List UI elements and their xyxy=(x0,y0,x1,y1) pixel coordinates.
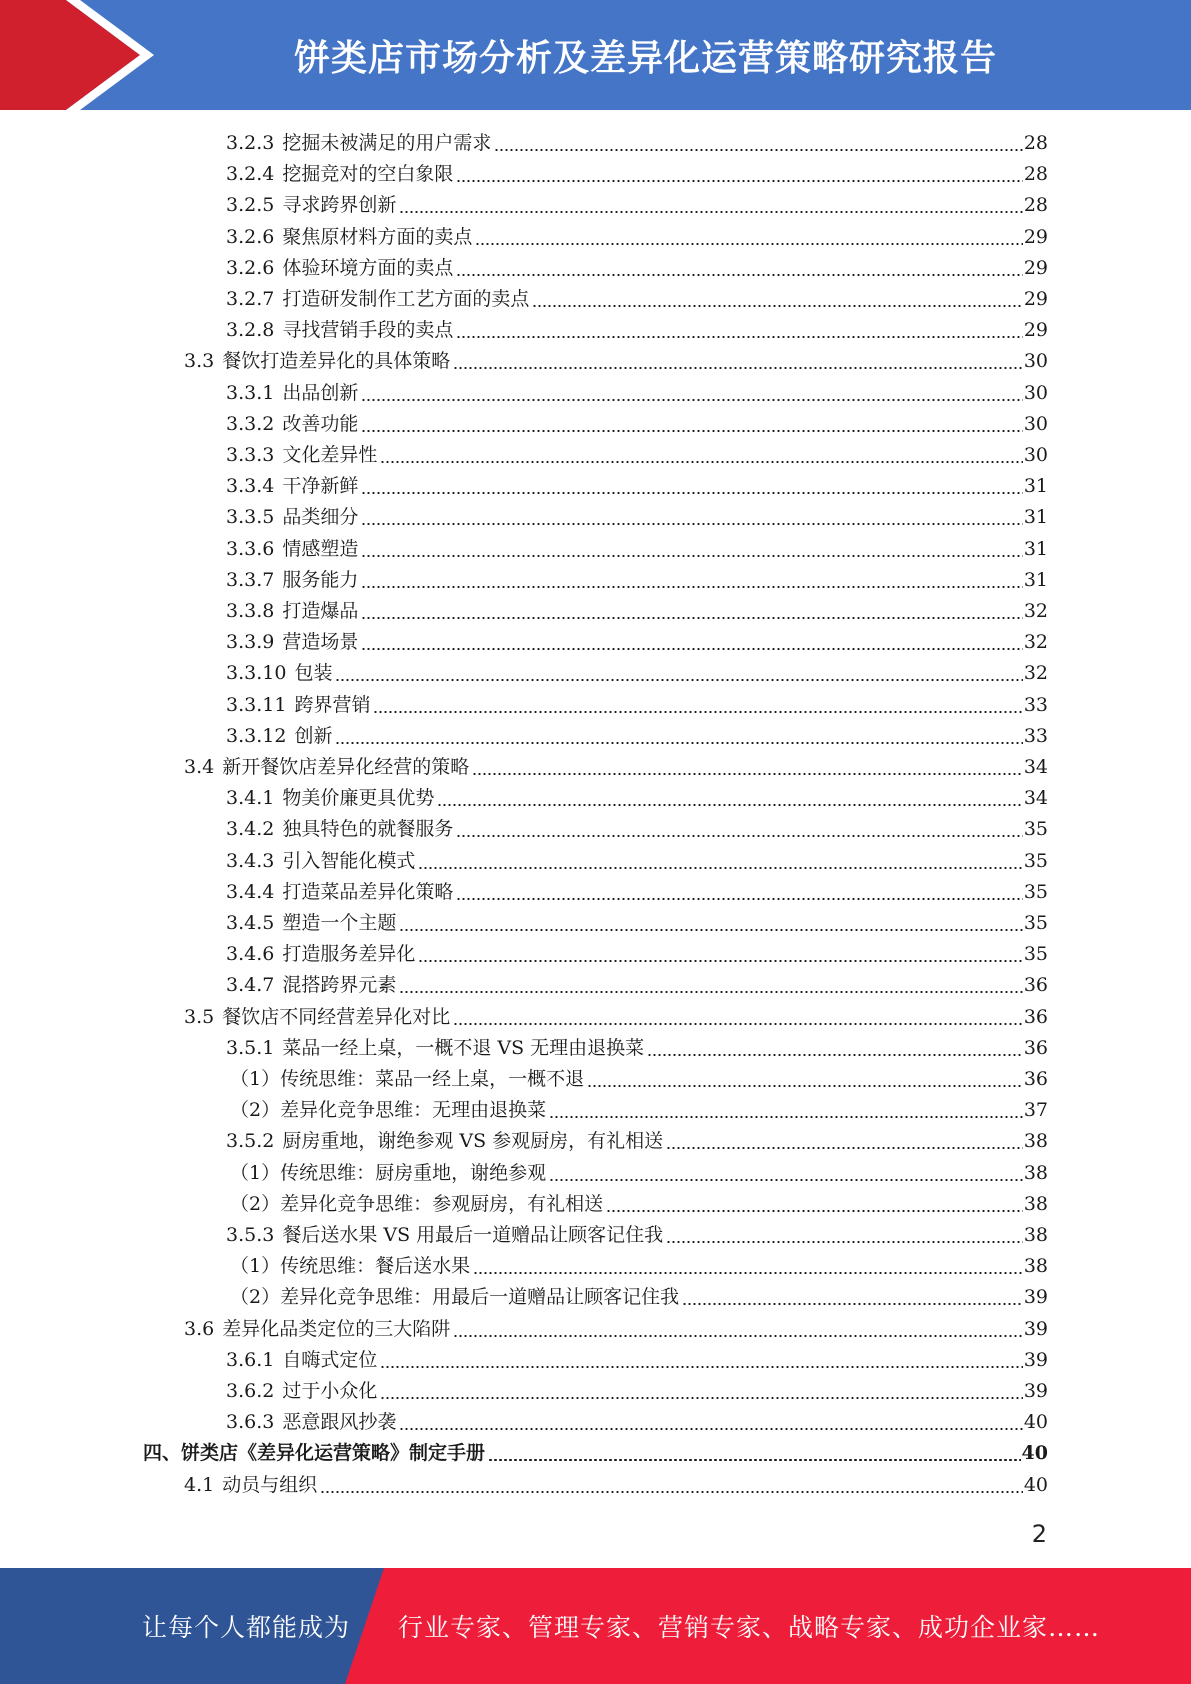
toc-entry-page: 29 xyxy=(1023,256,1048,279)
footer-slogan-right: 行业专家、管理专家、营销专家、战略专家、成功企业家…… xyxy=(398,1613,1101,1642)
toc-dot-leader xyxy=(456,274,1022,276)
toc-entry-title: 自嗨式定位 xyxy=(282,1348,378,1371)
toc-entry-page: 36 xyxy=(1023,974,1048,997)
toc-entry[interactable] xyxy=(226,190,1048,221)
toc-entry-title: （2）差异化竞争思维：用最后一道赠品让顾客记住我 xyxy=(230,1286,680,1309)
toc-entry[interactable] xyxy=(226,159,1048,190)
toc-entry-page: 37 xyxy=(1023,1099,1048,1122)
toc-entry[interactable] xyxy=(230,1189,1048,1220)
toc-entry-number: 4.1 xyxy=(184,1473,215,1496)
toc-entry-page: 35 xyxy=(1023,912,1048,934)
toc-entry-number: 3.3.2 xyxy=(226,412,275,435)
toc-entry-number: 3.3.6 xyxy=(226,537,275,560)
toc-entry-number: 3.3.12 xyxy=(226,724,287,747)
footer-slogan-left: 让每个人都能成为 xyxy=(142,1613,351,1642)
report-title: 饼类店市场分析及差异化运营策略研究报告 xyxy=(293,37,997,79)
toc-entry-title: （2）差异化竞争思维：参观厨房，有礼相送 xyxy=(230,1192,604,1215)
toc-entry-page: 40 xyxy=(1021,1442,1048,1465)
toc-entry-number: 3.4.1 xyxy=(226,787,275,810)
toc-entry-page: 39 xyxy=(1023,1380,1048,1402)
toc-entry-page: 30 xyxy=(1023,444,1048,466)
toc-entry-title: 跨界营销 xyxy=(294,693,371,716)
toc-entry[interactable] xyxy=(226,939,1048,970)
toc-entry-page: 36 xyxy=(1023,1036,1048,1059)
toc-entry-page: 31 xyxy=(1023,475,1048,498)
toc-dot-leader xyxy=(666,1147,1023,1149)
toc-dot-leader xyxy=(473,1272,1023,1274)
toc-entry-page: 38 xyxy=(1023,1255,1048,1278)
toc-entry[interactable] xyxy=(226,253,1048,284)
toc-entry-title: 打造研发制作工艺方面的卖点 xyxy=(282,288,530,310)
toc-entry-page: 39 xyxy=(1023,1317,1048,1340)
toc-entry-page: 36 xyxy=(1023,1068,1048,1090)
toc-entry-number: 3.2.5 xyxy=(226,194,275,217)
toc-dot-leader xyxy=(399,991,1022,993)
toc-entry[interactable] xyxy=(226,565,1048,596)
page-number: 2 xyxy=(1031,1520,1047,1548)
toc-entry-number: 3.4.6 xyxy=(226,943,275,966)
toc-entry-title: 混搭跨界元素 xyxy=(282,974,397,997)
toc-entry-number: 3.4.7 xyxy=(226,974,275,997)
toc-entry-page: 32 xyxy=(1023,662,1048,685)
toc-entry-number: 3.2.6 xyxy=(226,256,275,279)
toc-entry[interactable] xyxy=(184,1002,1048,1033)
toc-entry-title: 品类细分 xyxy=(282,506,359,529)
toc-entry-page: 30 xyxy=(1023,381,1048,404)
toc-entry[interactable] xyxy=(184,1470,1048,1501)
toc-dot-leader xyxy=(399,1428,1022,1430)
toc-dot-leader xyxy=(361,523,1022,525)
toc-entry[interactable] xyxy=(226,222,1048,253)
toc-entry-title: 文化差异性 xyxy=(282,444,378,466)
toc-entry[interactable] xyxy=(226,970,1048,1001)
toc-entry[interactable] xyxy=(226,658,1048,689)
toc-dot-leader xyxy=(453,1335,1023,1337)
toc-entry-number: 3.2.6 xyxy=(226,225,275,248)
toc-entry[interactable] xyxy=(226,471,1048,502)
toc-entry[interactable] xyxy=(226,596,1048,627)
toc-entry[interactable] xyxy=(226,378,1048,409)
toc-entry-title: 挖掘未被满足的用户需求 xyxy=(282,132,492,154)
toc-dot-leader xyxy=(456,336,1022,338)
toc-dot-leader xyxy=(453,367,1023,369)
toc-entry-page: 31 xyxy=(1023,537,1048,560)
toc-dot-leader xyxy=(335,679,1022,681)
toc-entry[interactable] xyxy=(230,1095,1048,1126)
toc-entry-title: 菜品一经上桌，一概不退 VS 无理由退换菜 xyxy=(282,1036,645,1059)
toc-dot-leader xyxy=(361,648,1022,650)
toc-entry-page: 36 xyxy=(1023,1005,1048,1028)
page-footer xyxy=(0,1568,1191,1684)
toc-entry[interactable] xyxy=(226,284,1048,315)
page-header xyxy=(0,0,1191,110)
toc-entry-title: 打造爆品 xyxy=(282,600,359,622)
toc-entry-title: 差异化品类定位的三大陷阱 xyxy=(222,1317,451,1340)
toc-entry-number: 3.3.7 xyxy=(226,568,275,591)
toc-dot-leader xyxy=(453,1023,1023,1025)
toc-dot-leader xyxy=(472,773,1023,775)
toc-entry-page: 39 xyxy=(1023,1348,1048,1371)
toc-entry[interactable] xyxy=(226,846,1048,877)
toc-dot-leader xyxy=(488,1459,1021,1461)
toc-entry-number: 3.2.4 xyxy=(226,163,275,186)
toc-entry-title: 出品创新 xyxy=(282,381,359,404)
toc-entry-page: 31 xyxy=(1023,568,1048,591)
toc-entry-number: 3.2.3 xyxy=(226,132,275,154)
toc-entry-title: （1）传统思维：厨房重地，谢绝参观 xyxy=(230,1161,547,1184)
toc-dot-leader xyxy=(587,1085,1023,1087)
toc-dot-leader xyxy=(320,1491,1023,1493)
toc-entry-number: 3.4.2 xyxy=(226,818,275,841)
toc-entry-title: 四、饼类店《差异化运营策略》制定手册 xyxy=(143,1442,486,1465)
toc-entry-number: 3.3.5 xyxy=(226,506,275,529)
toc-dot-leader xyxy=(456,835,1022,837)
toc-entry-number: 3.3.3 xyxy=(226,444,275,466)
toc-dot-leader xyxy=(399,211,1022,213)
toc-entry-title: 餐饮打造差异化的具体策略 xyxy=(222,350,451,373)
toc-entry-number: 3.5.3 xyxy=(226,1224,275,1246)
toc-entry-title: （2）差异化竞争思维：无理由退换菜 xyxy=(230,1099,547,1122)
toc-entry[interactable] xyxy=(226,1033,1048,1064)
toc-entry-number: 3.6.1 xyxy=(226,1348,275,1371)
toc-dot-leader xyxy=(682,1303,1023,1305)
toc-entry-title: 餐饮店不同经营差异化对比 xyxy=(222,1005,451,1028)
toc-entry[interactable] xyxy=(226,315,1048,346)
toc-entry-title: 情感塑造 xyxy=(282,537,359,560)
toc-entry-page: 32 xyxy=(1023,631,1048,654)
toc-entry-title: 引入智能化模式 xyxy=(282,849,416,872)
toc-entry-title: 聚焦原材料方面的卖点 xyxy=(282,225,473,248)
toc-entry-page: 38 xyxy=(1023,1192,1048,1215)
toc-entry-page: 34 xyxy=(1023,787,1048,810)
toc-dot-leader xyxy=(361,586,1022,588)
toc-entry-title: （1）传统思维：菜品一经上桌，一概不退 xyxy=(230,1068,585,1090)
toc-dot-leader xyxy=(335,742,1022,744)
toc-entry-title: 恶意跟风抄袭 xyxy=(282,1411,397,1434)
toc-entry[interactable] xyxy=(226,502,1048,533)
toc-entry-title: 体验环境方面的卖点 xyxy=(282,256,454,279)
toc-entry-page: 34 xyxy=(1023,756,1048,778)
toc-entry-page: 38 xyxy=(1023,1224,1048,1246)
toc-dot-leader xyxy=(456,898,1022,900)
toc-entry-title: 独具特色的就餐服务 xyxy=(282,818,454,841)
toc-entry-page: 40 xyxy=(1023,1411,1048,1434)
toc-entry-page: 31 xyxy=(1023,506,1048,529)
toc-entry[interactable] xyxy=(226,783,1048,814)
toc-entry-number: 3.2.7 xyxy=(226,288,275,310)
toc-entry-number: 3.4 xyxy=(184,756,215,778)
toc-entry-title: 餐后送水果 VS 用最后一道赠品让顾客记住我 xyxy=(282,1224,664,1246)
toc-dot-leader xyxy=(399,929,1022,931)
toc-entry-page: 29 xyxy=(1023,319,1048,342)
toc-dot-leader xyxy=(494,149,1022,151)
toc-dot-leader xyxy=(361,617,1022,619)
toc-entry-page: 28 xyxy=(1023,163,1048,186)
toc-dot-leader xyxy=(361,555,1022,557)
toc-entry-page: 32 xyxy=(1023,600,1048,622)
toc-entry[interactable] xyxy=(226,440,1048,471)
toc-entry-title: 物美价廉更具优势 xyxy=(282,787,435,810)
toc-entry[interactable] xyxy=(143,1438,1048,1469)
toc-entry-number: 3.2.8 xyxy=(226,319,275,342)
toc-entry-number: 3.6.3 xyxy=(226,1411,275,1434)
toc-dot-leader xyxy=(606,1210,1023,1212)
toc-entry-title: 寻求跨界创新 xyxy=(282,194,397,217)
toc-dot-leader xyxy=(380,461,1022,463)
toc-entry[interactable] xyxy=(230,1251,1048,1282)
toc-entry-number: 3.6 xyxy=(184,1317,215,1340)
toc-entry-title: 营造场景 xyxy=(282,631,359,654)
toc-entry-number: 3.3.1 xyxy=(226,381,275,404)
toc-dot-leader xyxy=(532,305,1022,307)
toc-entry-page: 40 xyxy=(1023,1473,1048,1496)
toc-dot-leader xyxy=(437,804,1022,806)
toc-entry[interactable] xyxy=(230,1282,1048,1313)
toc-entry-number: 3.3.4 xyxy=(226,475,275,498)
toc-entry-page: 35 xyxy=(1023,880,1048,903)
toc-dot-leader xyxy=(647,1054,1023,1056)
toc-dot-leader xyxy=(549,1116,1023,1118)
toc-entry-title: 塑造一个主题 xyxy=(282,912,397,934)
toc-entry-number: 3.4.4 xyxy=(226,880,275,903)
toc-entry[interactable] xyxy=(226,877,1048,908)
toc-entry-page: 28 xyxy=(1023,132,1048,154)
toc-entry[interactable] xyxy=(226,128,1048,159)
toc-entry-title: 挖掘竞对的空白象限 xyxy=(282,163,454,186)
toc-entry-page: 38 xyxy=(1023,1161,1048,1184)
toc-dot-leader xyxy=(475,243,1022,245)
toc-entry-number: 3.3.9 xyxy=(226,631,275,654)
toc-entry-number: 3.3.10 xyxy=(226,662,287,685)
toc-entry-title: 过于小众化 xyxy=(282,1380,378,1402)
toc-entry[interactable] xyxy=(226,409,1048,440)
toc-entry[interactable] xyxy=(226,814,1048,845)
toc-entry[interactable] xyxy=(226,1345,1048,1376)
toc-dot-leader xyxy=(373,711,1022,713)
toc-entry[interactable] xyxy=(226,1376,1048,1407)
toc-entry-number: 3.5.1 xyxy=(226,1036,275,1059)
toc-dot-leader xyxy=(666,1241,1023,1243)
toc-entry-title: 新开餐饮店差异化经营的策略 xyxy=(222,756,470,778)
toc-entry-number: 3.6.2 xyxy=(226,1380,275,1402)
toc-entry-page: 35 xyxy=(1023,943,1048,966)
toc-entry-number: 3.3.11 xyxy=(226,693,287,716)
toc-entry-title: 寻找营销手段的卖点 xyxy=(282,319,454,342)
toc-entry-number: 3.3.8 xyxy=(226,600,275,622)
toc-entry-title: 改善功能 xyxy=(282,412,359,435)
toc-entry[interactable] xyxy=(184,1314,1048,1345)
toc-entry-page: 29 xyxy=(1023,225,1048,248)
toc-entry[interactable] xyxy=(226,627,1048,658)
toc-entry[interactable] xyxy=(184,346,1048,377)
toc-entry-page: 38 xyxy=(1023,1130,1048,1153)
toc-dot-leader xyxy=(361,399,1022,401)
toc-dot-leader xyxy=(361,430,1022,432)
toc-entry-title: 干净新鲜 xyxy=(282,475,359,498)
toc-entry[interactable] xyxy=(226,1220,1048,1251)
toc-dot-leader xyxy=(418,960,1022,962)
toc-dot-leader xyxy=(380,1397,1022,1399)
toc-entry-page: 39 xyxy=(1023,1286,1048,1309)
toc-entry-title: 打造服务差异化 xyxy=(282,943,416,966)
toc-entry-title: 动员与组织 xyxy=(222,1473,318,1496)
toc-entry-number: 3.3 xyxy=(184,350,215,373)
toc-entry-page: 35 xyxy=(1023,818,1048,841)
toc-entry-title: 包装 xyxy=(294,662,333,685)
toc-dot-leader xyxy=(361,492,1022,494)
toc-entry-title: 打造菜品差异化策略 xyxy=(282,880,454,903)
toc-entry-page: 33 xyxy=(1023,724,1048,747)
toc-entry[interactable] xyxy=(226,690,1048,721)
toc-entry[interactable] xyxy=(226,721,1048,752)
toc-entry-number: 3.5 xyxy=(184,1005,215,1028)
toc-dot-leader xyxy=(380,1366,1022,1368)
toc-entry[interactable] xyxy=(226,1407,1048,1438)
toc-entry-title: （1）传统思维：餐后送水果 xyxy=(230,1255,471,1278)
toc-entry-page: 30 xyxy=(1023,350,1048,373)
toc-entry-page: 29 xyxy=(1023,288,1048,310)
toc-dot-leader xyxy=(418,867,1022,869)
toc-entry-title: 厨房重地，谢绝参观 VS 参观厨房，有礼相送 xyxy=(282,1130,664,1153)
toc-entry-page: 28 xyxy=(1023,194,1048,217)
toc-entry-page: 30 xyxy=(1023,412,1048,435)
toc-entry-number: 3.4.5 xyxy=(226,912,275,934)
red-chevron-icon xyxy=(0,0,160,110)
toc-entry-title: 创新 xyxy=(294,724,333,747)
toc-entry[interactable] xyxy=(184,752,1048,783)
toc-entry[interactable] xyxy=(226,908,1048,939)
toc-entry-page: 33 xyxy=(1023,693,1048,716)
toc-entry-title: 服务能力 xyxy=(282,568,359,591)
toc-entry-number: 3.5.2 xyxy=(226,1130,275,1153)
toc-entry-number: 3.4.3 xyxy=(226,849,275,872)
toc-entry[interactable] xyxy=(226,534,1048,565)
toc-entry[interactable] xyxy=(230,1064,1048,1095)
toc-entry[interactable] xyxy=(230,1158,1048,1189)
toc-dot-leader xyxy=(456,180,1022,182)
toc-entry-page: 35 xyxy=(1023,849,1048,872)
toc-dot-leader xyxy=(549,1179,1023,1181)
toc-entry[interactable] xyxy=(226,1126,1048,1157)
